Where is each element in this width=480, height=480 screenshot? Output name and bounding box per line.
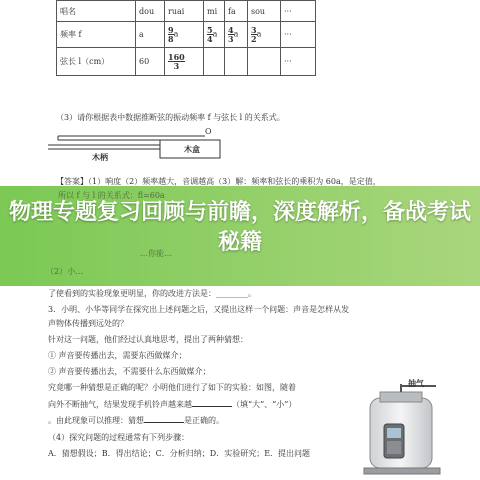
question-4-options: A．猜想假设；B．得出结论；C．分析归纳；D．实验研究；E．提出问题 — [48, 449, 311, 458]
table-cell: ··· — [281, 22, 316, 48]
table-cell: $\frac{5}{4}$ a — [204, 22, 225, 48]
table-cell: 频率 f — [57, 22, 136, 48]
bell-jar-illustration — [358, 384, 468, 476]
box-label: 木盒 — [184, 144, 200, 154]
question-line: 向外不断抽气，结果发现手机铃声越来越 （填“大”、“小”） — [48, 400, 297, 409]
table-cell: 唱名 — [57, 1, 136, 22]
frequency-table — [56, 0, 316, 76]
table-cell: $\frac{9}{8}$ a — [165, 22, 204, 48]
question-3: （3）请你根据表中数据推断弦的振动频率 f 与弦长 l 的关系式。 — [56, 113, 285, 122]
table-cell: 60 — [136, 48, 165, 76]
hidden-fragment: …你能… — [140, 249, 172, 258]
table-cell: fa — [225, 1, 248, 22]
fraction: $\frac{5}{4}$ — [207, 25, 213, 44]
table-cell — [165, 48, 204, 76]
question-line: 究竟哪一种猜想是正确的呢？小明他们进行了如下的实验：如图，随着 — [48, 383, 296, 392]
table-row — [57, 48, 316, 76]
answer-blank — [192, 398, 232, 407]
fraction: $\frac{9}{8}$ — [168, 25, 174, 44]
table-row — [57, 1, 316, 22]
title-banner — [0, 186, 480, 286]
question-line: 针对这一问题，他们经过认真地思考，提出了两种猜想： — [48, 335, 248, 344]
table-cell: ··· — [281, 1, 316, 22]
question-line: 声物体传播到远处的？ — [48, 319, 128, 328]
question-line: 。由此现象可以推理：猜想 是正确的。 — [48, 416, 224, 425]
fraction: $\frac{160}{3}$ — [168, 52, 185, 71]
hidden-fragment: （2）小… — [46, 267, 84, 276]
question-line: 3．小明、小华等同学在探究出上述问题之后，又提出这样一个问题：声音是怎样从发 — [48, 305, 350, 314]
pump-label: 抽气 — [408, 379, 424, 388]
guess-2: ② 声音要传播出去，不需要什么东西做媒介； — [48, 367, 211, 376]
table-cell: mi — [204, 1, 225, 22]
table-cell — [204, 48, 225, 76]
table-cell: a — [136, 22, 165, 48]
question-4: （4）探究问题的过程通常有下列步骤： — [48, 433, 190, 442]
answer-line-2: 所以 f 与 l 的关系式：fl=60a — [58, 191, 165, 200]
table-cell — [248, 48, 281, 76]
table-row — [57, 22, 316, 48]
fraction: $\frac{4}{3}$ — [228, 25, 234, 44]
table-cell: ··· — [281, 48, 316, 76]
table-cell: sou — [248, 1, 281, 22]
answer-blank — [144, 414, 184, 423]
guess-1: ① 声音要传播出去，需要东西做媒介； — [48, 351, 187, 360]
partial-line: 了使看到的实验现象更明显，你的改进方法是：________。 — [48, 289, 256, 298]
table-cell: ruai — [165, 1, 204, 22]
table-cell: $\frac{3}{2}$ a — [248, 22, 281, 48]
handle-label: 木柄 — [92, 152, 108, 162]
table-cell: 弦长 l（cm） — [57, 48, 136, 76]
answer-line-1: 【答案】（1）响度（2）频率越大，音调越高（3）解：频率和弦长的乘积为 60a，是定值， — [56, 177, 381, 186]
fraction: $\frac{3}{2}$ — [251, 25, 257, 44]
banner-title: 物理专题复习回顾与前瞻，深度解析，备战考试秘籍 — [8, 200, 471, 255]
pivot-label: O — [205, 127, 212, 136]
table-cell — [225, 48, 248, 76]
table-cell: dou — [136, 1, 165, 22]
table-cell: $\frac{4}{3}$ a — [225, 22, 248, 48]
